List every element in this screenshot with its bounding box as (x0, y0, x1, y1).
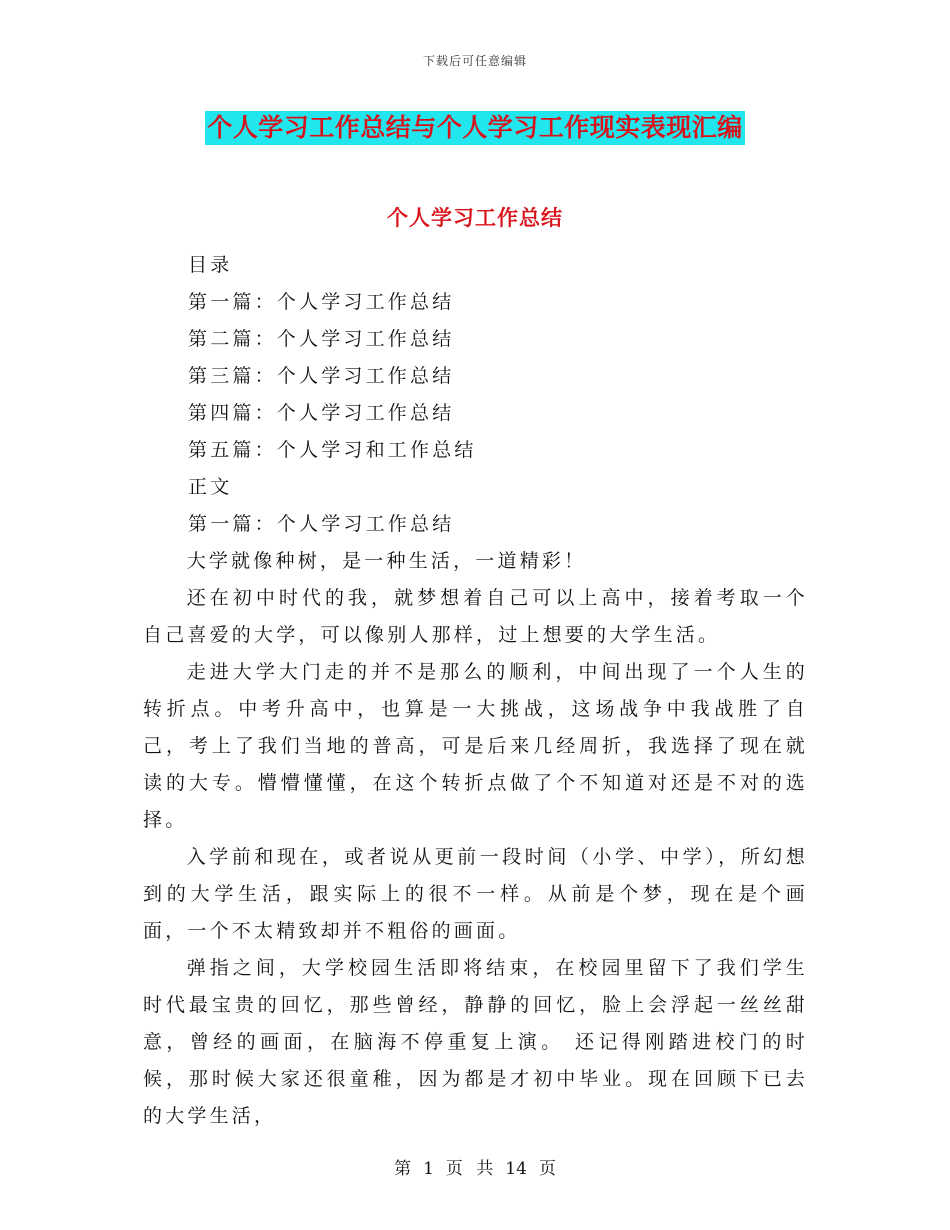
toc-item-2: 第二篇：个人学习工作总结 (188, 328, 455, 350)
footer-middle: 页 共 (445, 1159, 494, 1179)
header-note: 下载后可任意编辑 (422, 54, 527, 68)
page-number: 1 (423, 1159, 434, 1179)
page-footer (0, 1154, 950, 1179)
paragraph-1: 大学就像种树，是一种生活，一道精彩！ (186, 550, 587, 572)
paragraph-3: 走进大学大门走的并不是那么的顺利，中间出现了一个人生的转折点。中考升高中，也算是一大挑战，这场战争中我战胜了自己，考上了我们当地的普高，可是后来几经周折，我选择了现在就读的大专。懵懵懂懂，在这个转折点做了个不知道对还是不对的选择。 (143, 661, 808, 831)
document-body (143, 247, 808, 1135)
toc-item-4: 第四篇：个人学习工作总结 (188, 402, 455, 424)
section-title: 个人学习工作总结 (387, 205, 563, 230)
toc-item-1: 第一篇：个人学习工作总结 (188, 291, 455, 313)
toc-item-3: 第三篇：个人学习工作总结 (188, 365, 455, 387)
toc-heading: 目录 (188, 254, 233, 276)
paragraph-5: 弹指之间，大学校园生活即将结束，在校园里留下了我们学生时代最宝贵的回忆，那些曾经，静静的回忆，脸上会浮起一丝丝甜意，曾经的画面，在脑海不停重复上演。 还记得刚踏进校门的时候，那时候大家还很童稚，因为都是才初中毕业。现在回顾下已去的大学生活， (143, 957, 808, 1127)
main-title-container (0, 111, 950, 145)
footer-suffix: 页 (538, 1159, 556, 1179)
page-total: 14 (505, 1159, 527, 1179)
footer-prefix: 第 (394, 1159, 412, 1179)
body-heading: 正文 (188, 476, 233, 498)
chapter-heading: 第一篇：个人学习工作总结 (188, 513, 455, 535)
toc-item-5: 第五篇：个人学习和工作总结 (188, 439, 477, 461)
paragraph-2: 还在初中时代的我，就梦想着自己可以上高中，接着考取一个自己喜爱的大学，可以像别人那样，过上想要的大学生活。 (143, 587, 808, 646)
paragraph-4: 入学前和现在，或者说从更前一段时间（小学、中学），所幻想到的大学生活，跟实际上的很不一样。从前是个梦，现在是个画面，一个不太精致却并不粗俗的画面。 (143, 846, 808, 942)
main-title: 个人学习工作总结与个人学习工作现实表现汇编 (205, 111, 745, 145)
